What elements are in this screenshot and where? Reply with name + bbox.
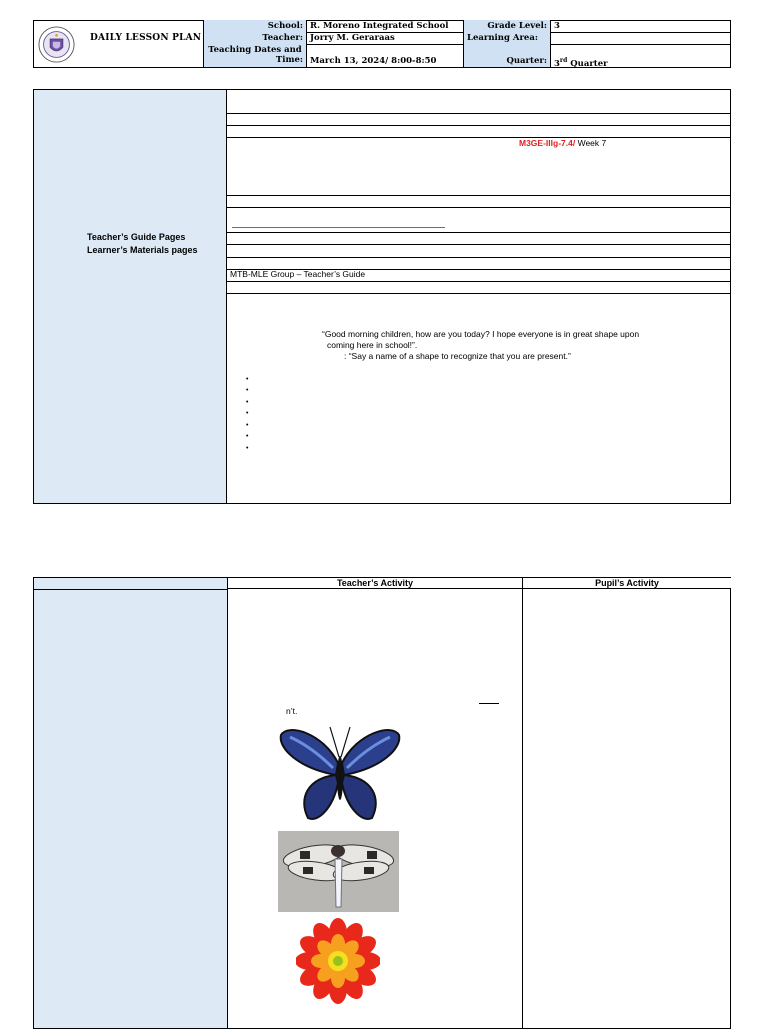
- hyperlink-underline[interactable]: [232, 227, 445, 228]
- competency-code: [519, 138, 606, 148]
- teacher-label: Teacher:: [204, 32, 307, 44]
- guide-labels: [87, 231, 198, 257]
- lesson-objectives-table: [33, 89, 731, 504]
- column-divider-1: [227, 589, 228, 1029]
- pupils-activity-header: Pupil’s Activity: [522, 578, 731, 589]
- list-item: •: [246, 376, 249, 383]
- list-item: •: [246, 422, 249, 429]
- column-divider-2: [522, 589, 523, 1029]
- list-item: •: [246, 387, 249, 394]
- list-item: •: [246, 445, 249, 452]
- greeting-line-1: “Good morning children, how are you today? I hope everyone is in great shape upon: [322, 329, 640, 339]
- quarter-suffix-sup: rd: [559, 57, 568, 64]
- teaching-dates-value: March 13, 2024/ 8:00-8:50: [307, 44, 464, 67]
- learning-area-value: [551, 32, 731, 44]
- teaching-dates-label: [204, 44, 307, 67]
- teachers-guide-pages-label: Teacher’s Guide Pages: [87, 232, 186, 242]
- list-item: •: [246, 433, 249, 440]
- dragonfly-icon: [278, 831, 399, 912]
- header-info-grid: [203, 20, 731, 68]
- side-label-column: [34, 90, 227, 503]
- blank-line: [479, 703, 499, 704]
- header-divider: [34, 589, 227, 590]
- school-label: School:: [204, 20, 307, 32]
- quarter-value: [551, 44, 731, 67]
- greeting-line-2: coming here in school!”.: [327, 340, 418, 350]
- teaching-dates-label-line1: Teaching Dates and: [208, 45, 302, 55]
- grade-level-value: 3: [554, 21, 560, 31]
- quarter-word: Quarter: [567, 58, 608, 69]
- grade-level-label: Grade Level:: [464, 20, 551, 32]
- reference-text: MTB-MLE Group – Teacher’s Guide: [230, 269, 366, 279]
- school-value: R. Moreno Integrated School: [307, 20, 464, 32]
- teacher-value: Jorry M. Geraraas: [307, 32, 464, 44]
- teachers-activity-header: Teacher’s Activity: [227, 578, 522, 589]
- instruction-line: : “Say a name of a shape to recognize that you are present.”: [344, 351, 571, 361]
- learners-materials-pages-label: Learner’s Materials pages: [87, 245, 198, 255]
- teaching-time-label: Time:: [275, 55, 303, 65]
- butterfly-icon: [278, 723, 402, 827]
- document-title: DAILY LESSON PLAN: [90, 33, 202, 43]
- fragment-text: n’t.: [286, 706, 298, 716]
- week-text: Week 7: [575, 138, 607, 148]
- list-item: •: [246, 410, 249, 417]
- greeting-text: [322, 329, 639, 362]
- competency-code-text: M3GE-IIIg-7.4/: [519, 138, 576, 148]
- quarter-number: 3: [554, 58, 560, 69]
- dragonfly-photo: [278, 831, 399, 912]
- learning-area-label: Learning Area:: [464, 32, 551, 44]
- list-item: •: [246, 399, 249, 406]
- flower-icon: [296, 918, 380, 1004]
- deped-seal-icon: [38, 26, 75, 63]
- quarter-label: Quarter:: [464, 44, 551, 67]
